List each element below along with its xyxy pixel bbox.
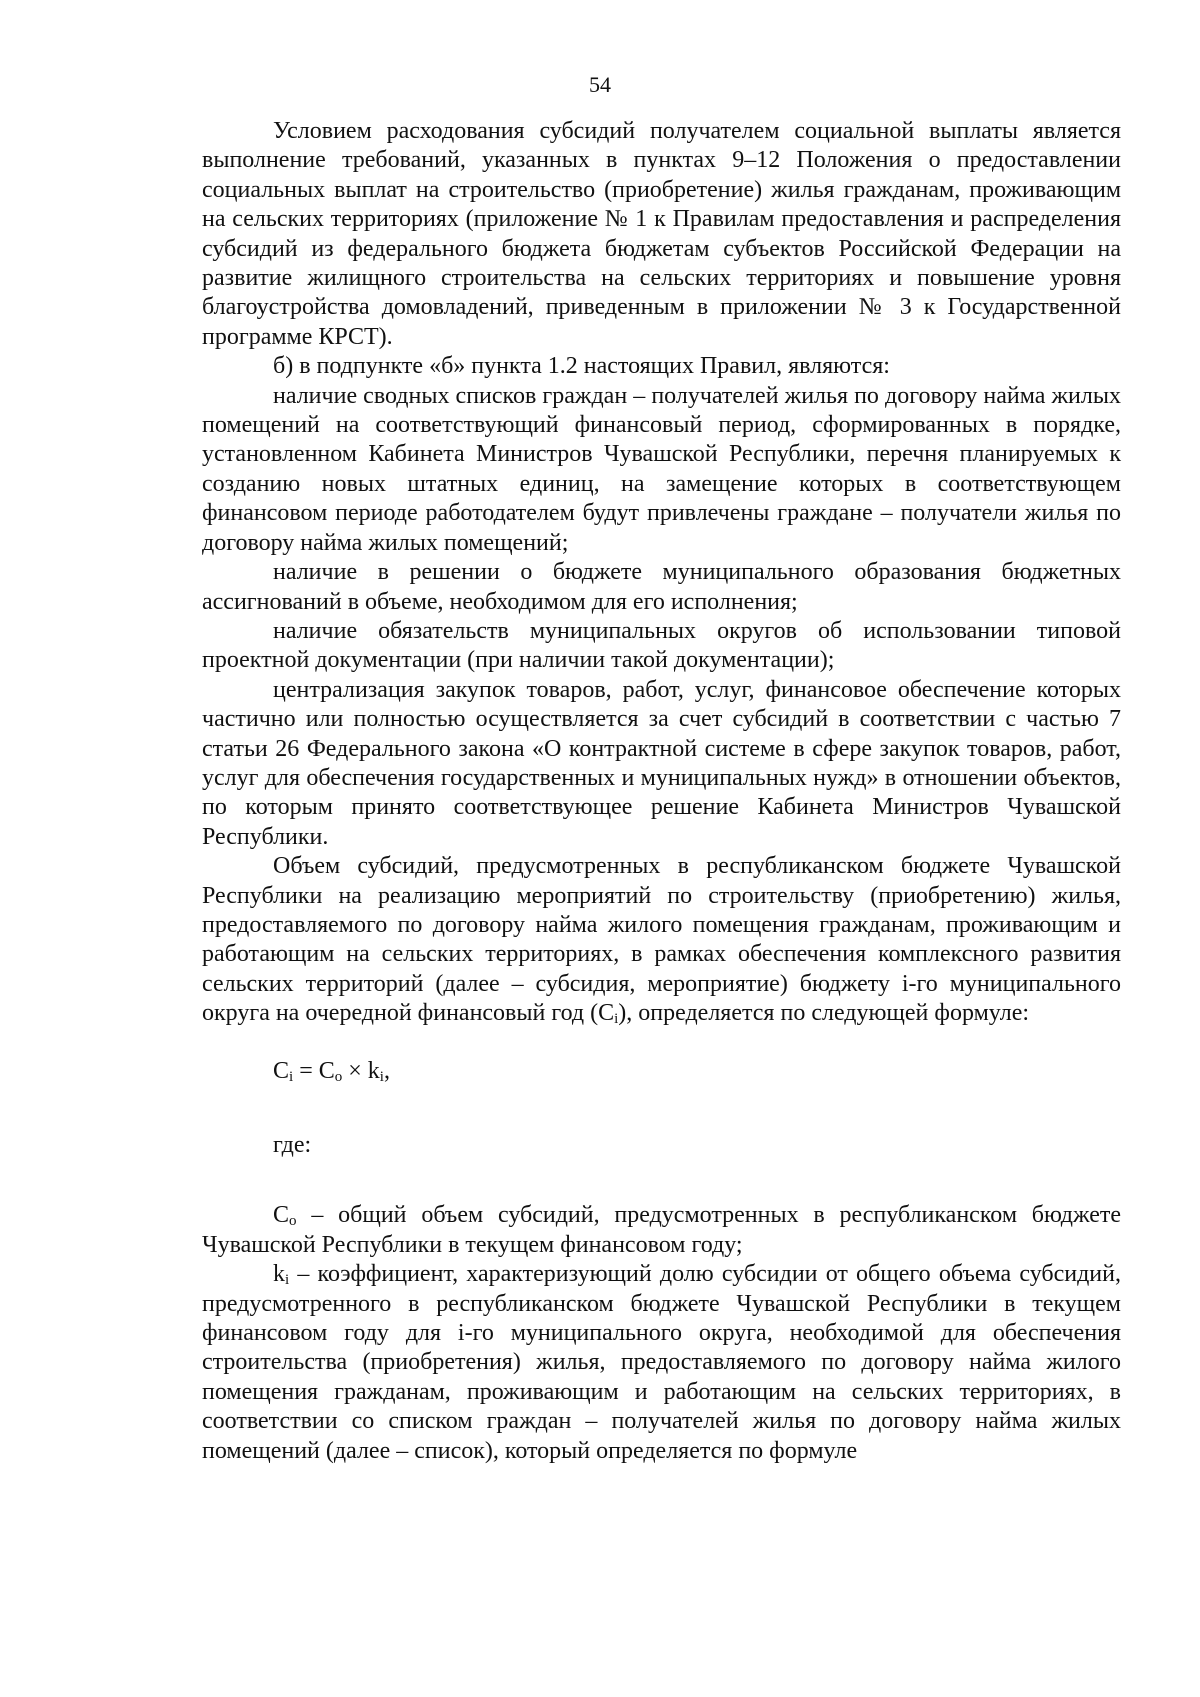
- definition-co-symbol: C: [273, 1202, 290, 1229]
- formula-ci: [202, 1057, 1121, 1086]
- paragraph-subsidy-volume: [202, 852, 1121, 1028]
- formula-end: ,: [383, 1057, 390, 1084]
- formula-lhs-subscript: i: [289, 1068, 294, 1085]
- definition-co: [202, 1201, 1121, 1260]
- paragraph-centralized-procurement: централизация закупок товаров, работ, услуг, финансовое обеспечение которых частично или полностью осуществляется за счет субсидий в соответствии с частью 7 статьи 26 Федерального закона «О контрактной системе в сфере закупок товаров, работ, услуг для обеспечения государственных и муниципальных нужд» в отношении объектов, по которым принято соответствующее решение Кабинета Министров Чувашской Республики.: [202, 676, 1121, 850]
- definition-ki: [202, 1260, 1121, 1466]
- definition-co-text: – общий объем субсидий, предусмотренных в республиканском бюджете Чувашской Республики в текущем финансовом году;: [202, 1202, 1121, 1258]
- formula-co-subscript: o: [334, 1068, 343, 1085]
- definition-ki-subscript: i: [285, 1272, 290, 1289]
- formula-lhs: C: [273, 1057, 290, 1084]
- subsidy-volume-text: Объем субсидий, предусмотренных в республиканском бюджете Чувашской Республики на реализацию мероприятий по строительству (приобретению) жилья, предоставляемого по договору найма жилого помещения гражданам, проживающим и работающим на сельских территориях, в рамках обеспечения комплексного развития сельских территорий (далее – субсидия, мероприятие) бюджету i-го муниципального округа на очередной финансовый год (C: [202, 853, 1121, 1027]
- paragraph-summary-lists: наличие сводных списков граждан – получателей жилья по договору найма жилых помещений на соответствующий финансовый период, сформированных в порядке, установленном Кабинета Министров Чувашской Республики, перечня планируемых к созданию новых штатных единиц, на замещение которых в соответствующем финансовом периоде работодателем будут привлечены граждане – получатели жилья по договору найма жилых помещений;: [202, 382, 1121, 556]
- definition-co-subscript: o: [289, 1213, 297, 1230]
- formula-k-subscript: i: [379, 1068, 384, 1085]
- page-number: 54: [589, 72, 611, 97]
- where-label: где:: [273, 1132, 312, 1158]
- subsidy-volume-tail: ), определяется по следующей формуле:: [618, 1000, 1030, 1027]
- subsidy-volume-subscript: i: [614, 1011, 619, 1028]
- paragraph-subitem-b: б) в подпункте «б» пункта 1.2 настоящих Правил, являются:: [273, 353, 890, 380]
- document-body: [202, 117, 1121, 1466]
- definition-ki-symbol: k: [273, 1261, 285, 1288]
- definition-ki-text: – коэффициент, характеризующий долю субсидии от общего объема субсидий, предусмотренного в республиканском бюджете Чувашской Республики в текущем финансовом году для i-го муниципального округа, необходимой для обеспечения строительства (приобретения) жилья, предоставляемого по договору найма жилого помещения гражданам, проживающим и работающим на сельских территориях, в соответствии со списком граждан – получателей жилья по договору найма жилых помещений (далее – список), который определяется по формуле: [202, 1261, 1121, 1464]
- paragraph-conditions: Условием расходования субсидий получателем социальной выплаты является выполнение требований, указанных в пунктах 9–12 Положения о предоставлении социальных выплат на строительство (приобретение) жилья гражданам, проживающим на сельских территориях (приложение № 1 к Правилам предоставления и распределения субсидий из федерального бюджета бюджетам субъектов Российской Федерации на развитие жилищного строительства на сельских территориях и повышение уровня благоустройства домовладений, приведенным в приложении № 3 к Государственной программе КРСТ).: [202, 118, 1121, 350]
- formula-times-k: × k: [342, 1057, 380, 1084]
- paragraph-budget-allocations: наличие в решении о бюджете муниципального образования бюджетных ассигнований в объеме, необходимом для его исполнения;: [202, 559, 1121, 615]
- formula-equals-co: = C: [293, 1057, 335, 1084]
- paragraph-typical-design: наличие обязательств муниципальных округов об использовании типовой проектной документации (при наличии такой документации);: [202, 617, 1121, 674]
